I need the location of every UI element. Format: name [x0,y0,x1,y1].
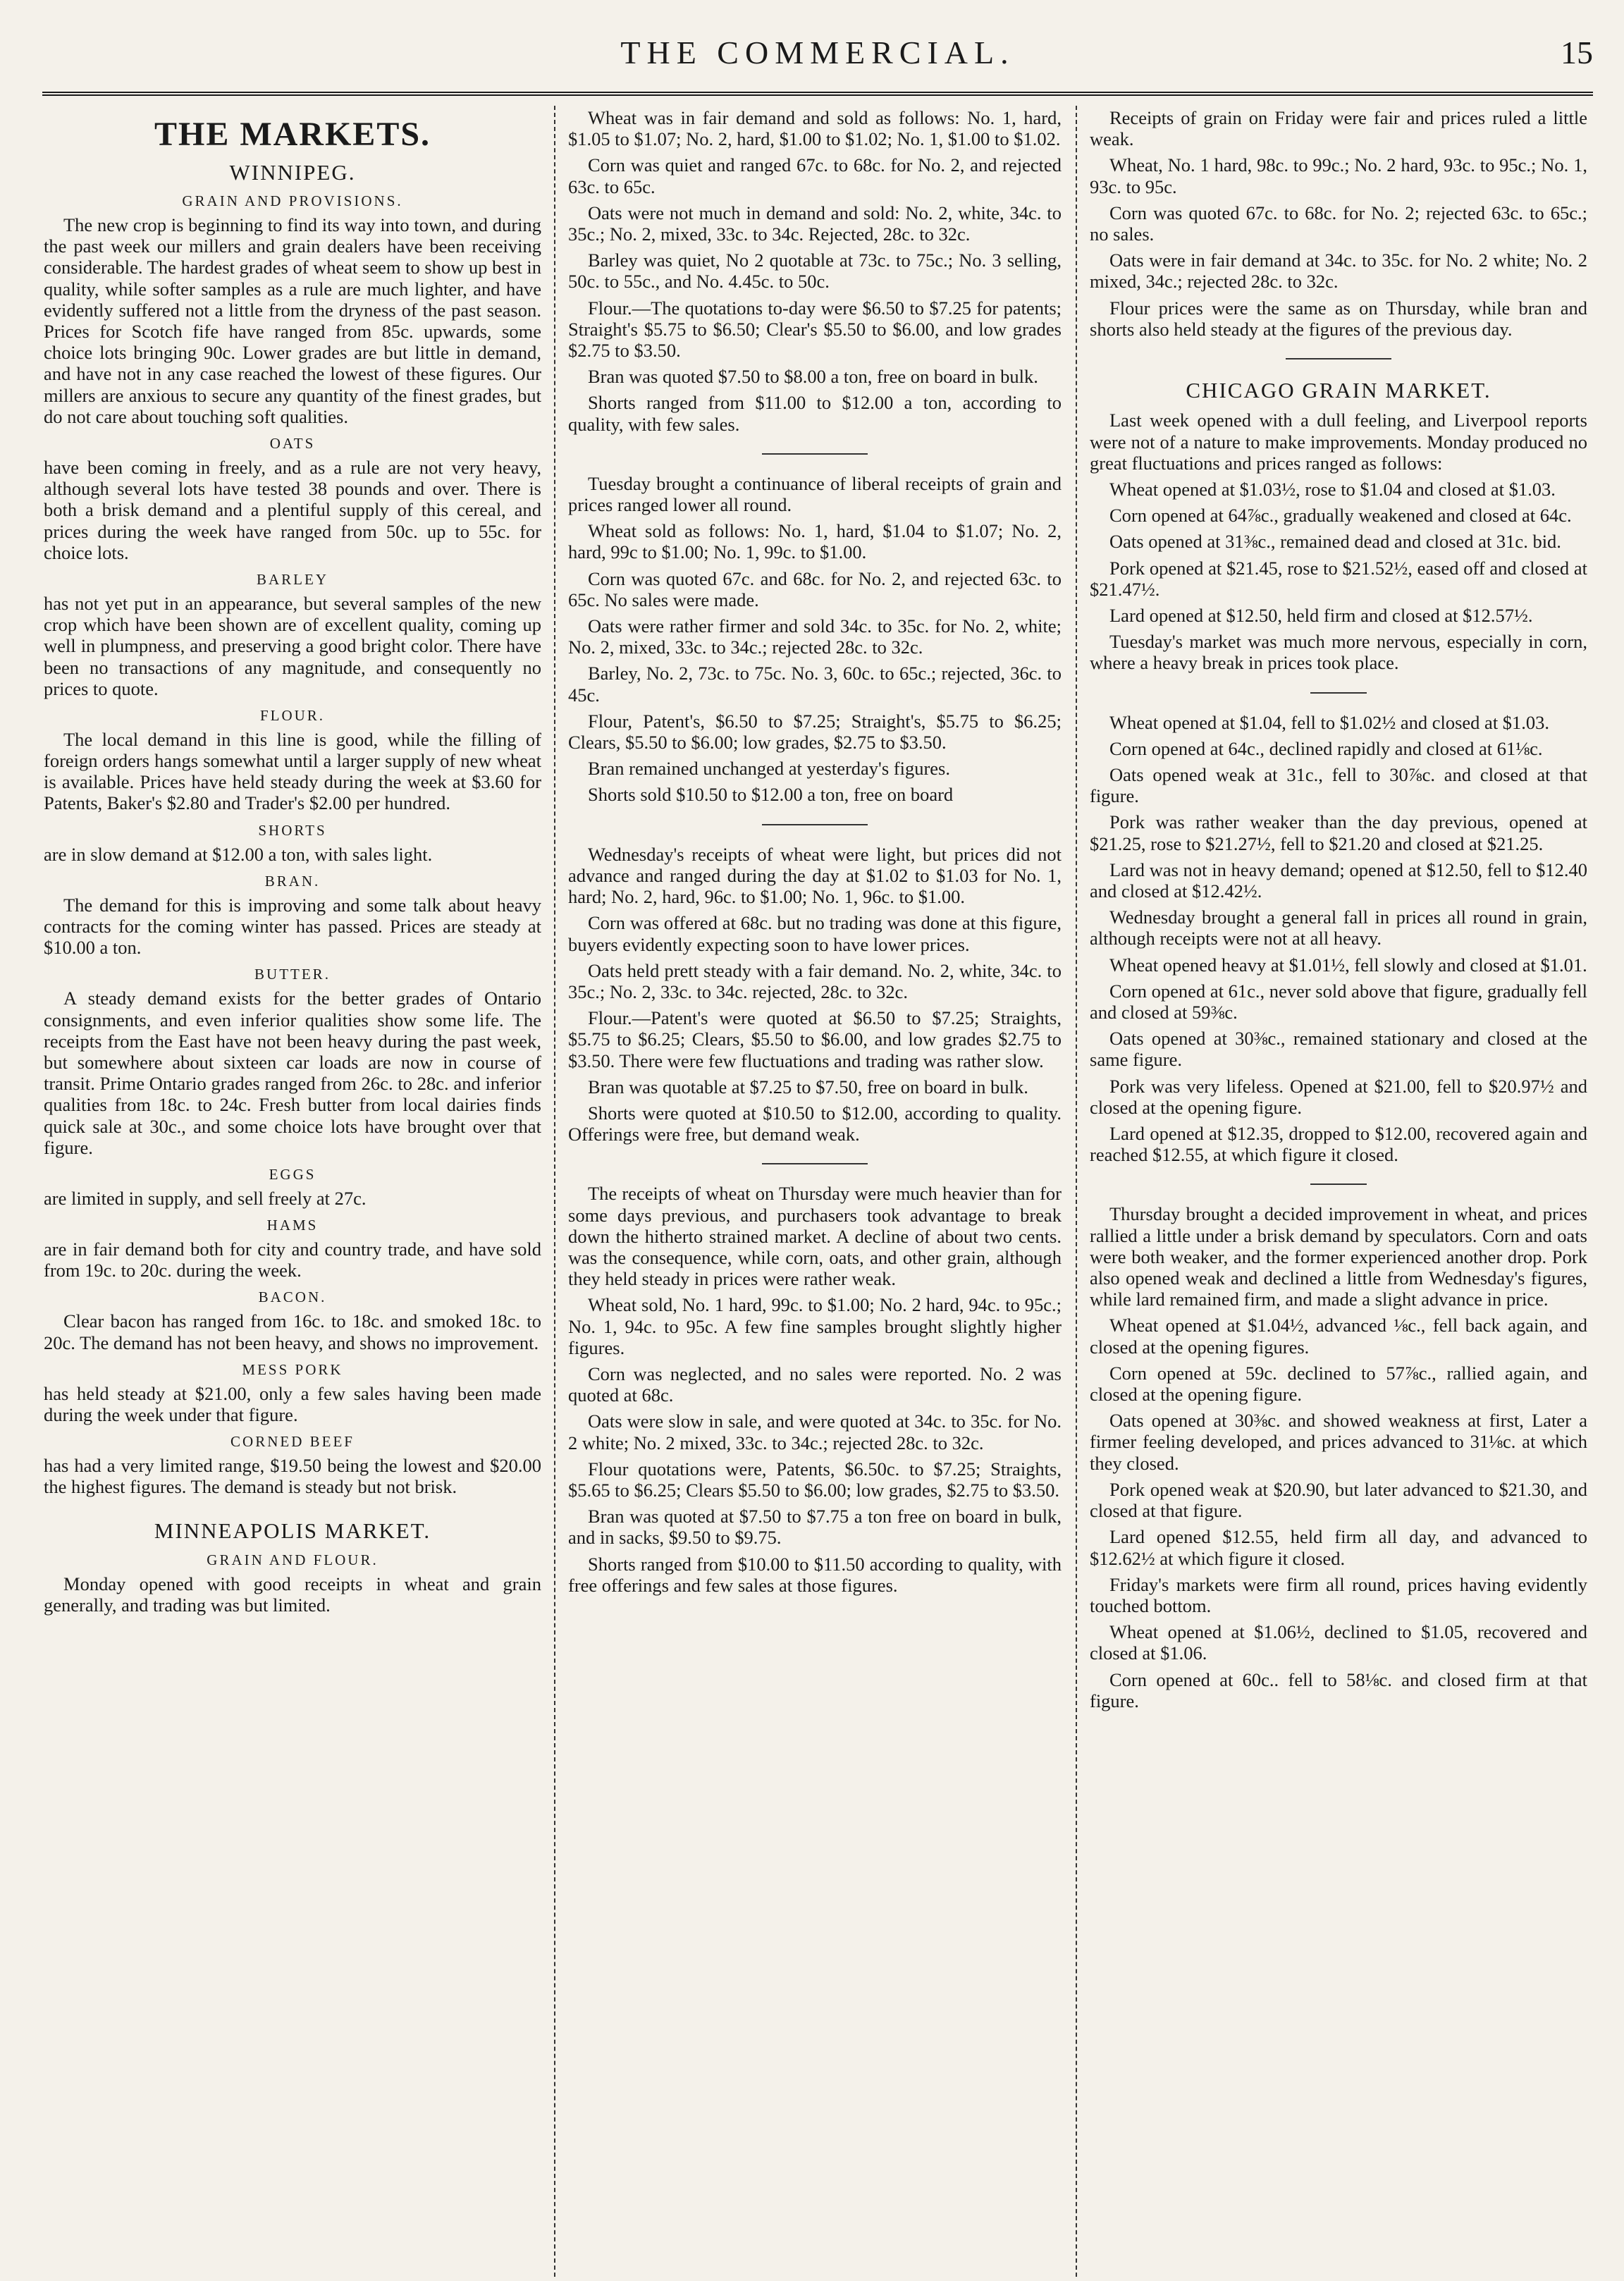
separator-rule [1310,692,1367,694]
paragraph: has had a very limited range, $19.50 being the lowest and $20.00 the highest figures. The demand is steady but not brisk. [44,1455,541,1498]
paragraph: Wheat opened heavy at $1.01½, fell slowly and closed at $1.01. [1109,954,1587,976]
masthead [42,28,1593,96]
paragraph: Receipts of grain on Friday were fair and prices ruled a little weak. [1090,107,1587,150]
paragraph: Clear bacon has ranged from 16c. to 18c. and smoked 18c. to 20c. The demand has not been heavy, and shows no improvement. [44,1310,541,1353]
subheading: BACON. [258,1289,327,1306]
paragraph: The new crop is beginning to find its way into town, and during the past week our millers and grain dealers have been receiving considerable. The hardest grades of wheat seem to show up best in quality, while softer samples as a rule are much lighter, and have evidently suffered not a little from the dryness of the past season. Prices for Scotch fife have ranged from 85c. upwards, some choice lots bringing 90c. Lower grades are but little in demand, and have not in any case reached the lowest of these figures. Our millers are anxious to secure any quantity of the finest grades, but do not care about touching soft qualities. [44,214,541,427]
paragraph: Wednesday's receipts of wheat were light, but prices did not advance and ranged during the day at $1.02 to $1.03 for No. 1, hard; No. 2, hard, 96c. to $1.00; No. 1, 96c. to $1.00. [568,843,1062,908]
subheading: CORNED BEEF [230,1433,355,1451]
subheading: FLOUR. [259,706,326,724]
separator-rule [1310,1183,1367,1185]
subheading: BARLEY [257,570,328,588]
paragraph: Last week opened with a dull feeling, and Liverpool reports were not of a nature to make improvements. Monday produced no great fluctuations and prices ranged as follows: [1090,410,1587,474]
paragraph: Wheat sold as follows: No. 1, hard, $1.04 to $1.07; No. 2, hard, 99c to $1.00; No. 1, 99c. to $1.00. [568,520,1062,563]
subheading: BUTTER. [254,966,331,983]
paragraph: Shorts were quoted at $10.50 to $12.00, according to quality. Offerings were free, but demand weak. [568,1102,1062,1145]
paragraph: Oats were in fair demand at 34c. to 35c. for No. 2 white; No. 2 mixed, 34c.; rejected 28c. to 32c. [1090,250,1587,293]
paragraph: Lard opened at $12.50, held firm and closed at $12.57½. [1109,604,1533,626]
paragraph: Wheat sold, No. 1 hard, 99c. to $1.00; No. 2 hard, 94c. to 95c.; No. 1, 94c. to 95c. A few fine samples brought slightly higher figures. [568,1294,1062,1358]
paragraph: Barley, No. 2, 73c. to 75c. No. 3, 60c. to 65c.; rejected, 36c. to 45c. [568,663,1062,706]
paragraph: Bran was quoted at $7.50 to $7.75 a ton free on board in bulk, and in sacks, $9.50 to $9.75. [568,1506,1062,1549]
paragraph: Oats were slow in sale, and were quoted at 34c. to 35c. for No. 2 white; No. 2 mixed, 33c. to 34c.; rejected 28c. to 32c. [568,1410,1062,1453]
market-heading: CHICAGO GRAIN MARKET. [1186,378,1491,403]
paragraph: Tuesday's market was much more nervous, especially in corn, where a heavy break in prices took place. [1090,631,1587,674]
paragraph: have been coming in freely, and as a rule are not very heavy, although several lots have tested 38 pounds and over. There is both a brisk demand and a plentiful supply of this cereal, and prices during the week have ranged from 50c. up to 55c. for choice lots. [44,456,541,563]
paragraph: Thursday brought a decided improvement in wheat, and prices rallied a little under a brisk demand by speculators. Corn and oats were both weaker, and the former experienced another drop. Pork also opened weak and declined a little from Wednesday's figures, while lard remained firm, and made a slight advance in price. [1090,1203,1587,1310]
paragraph: Wheat was in fair demand and sold as follows: No. 1, hard, $1.05 to $1.07; No. 2, hard, $1.00 to $1.02; No. 1, $1.00 to $1.02. [568,107,1062,150]
paragraph: Corn was quiet and ranged 67c. to 68c. for No. 2, and rejected 63c. to 65c. [568,154,1062,197]
subheading: GRAIN AND FLOUR. [207,1551,379,1568]
paragraph: are in slow demand at $12.00 a ton, with sales light. [44,843,433,865]
separator-rule [762,453,868,455]
paragraph: The local demand in this line is good, while the filling of foreign orders hangs somewhat until a larger supply of new wheat is available. Prices have held steady during the week at $3.60 for Patents, Baker's $2.80 and Trader's $2.00 per hundred. [44,728,541,814]
paragraph: Lard opened $12.55, held firm all day, and advanced to $12.62½ at which figure it closed. [1090,1526,1587,1569]
paragraph: Shorts ranged from $10.00 to $11.50 according to quality, with free offerings and few sales at those figures. [568,1553,1062,1596]
paragraph: Flour.—Patent's were quoted at $6.50 to $7.25; Straights, $5.75 to $6.25; Clears, $5.50 to $6.00, and low grades $2.75 to $3.50. There were few fluctuations and trading was rather slow. [568,1007,1062,1071]
paragraph: Corn was offered at 68c. but no trading was done at this figure, buyers evidently expecting soon to have lower prices. [568,912,1062,955]
paragraph: Flour, Patent's, $6.50 to $7.25; Straight's, $5.75 to $6.25; Clears, $5.50 to $6.00; low grades, $2.75 to $3.50. [568,710,1062,754]
paragraph: are in fair demand both for city and country trade, and have sold from 19c. to 20c. during the week. [44,1238,541,1281]
subheading: HAMS [266,1217,319,1234]
paragraph: The receipts of wheat on Thursday were much heavier than for some days previous, and purchasers took advantage to break down the hitherto strained market. A decline of about two cents. was the consequence, while corn, oats, and other grain, although they held steady in prices were rather weak. [568,1183,1062,1290]
subheading: BRAN. [264,872,321,890]
separator-rule [762,1163,868,1164]
paragraph: Corn opened at 60c.. fell to 58⅛c. and closed firm at that figure. [1090,1668,1587,1711]
subheading: OATS [269,435,316,453]
subheading: MESS PORK [242,1360,343,1378]
paragraph: Oats opened at 31⅜c., remained dead and closed at 31c. bid. [1109,531,1561,553]
paragraph: Corn opened at 64⅞c., gradually weakened and closed at 64c. [1109,505,1572,527]
paragraph: has held steady at $21.00, only a few sales having been made during the week under that figure. [44,1382,541,1425]
paragraph: Shorts ranged from $11.00 to $12.00 a ton, according to quality, with few sales. [568,392,1062,435]
paragraph: Corn opened at 61c., never sold above that figure, gradually fell and closed at 59⅜c. [1090,980,1587,1023]
subheading: GRAIN AND PROVISIONS. [182,192,403,210]
paragraph: Friday's markets were firm all round, prices having evidently touched bottom. [1090,1573,1587,1616]
paragraph: Flour quotations were, Patents, $6.50c. to $7.25; Straights, $5.65 to $6.25; Clears $5.50 to $6.00; low grades, $2.75 to $3.50. [568,1458,1062,1501]
paragraph: Oats opened at 30⅜c., remained stationary and closed at the same figure. [1090,1028,1587,1071]
paragraph: Oats opened at 30⅜c. and showed weakness at first, Later a firmer feeling developed, and prices advanced to 31⅛c. at which they closed. [1090,1410,1587,1474]
paragraph: Corn opened at 64c., declined rapidly and closed at 61⅛c. [1109,737,1543,759]
paragraph: Lard opened at $12.35, dropped to $12.00, recovered again and reached $12.55, at which figure it closed. [1090,1123,1587,1166]
paragraph: The demand for this is improving and some talk about heavy contracts for the coming winter has passed. Prices are steady at $10.00 a ton. [44,894,541,959]
paragraph: Monday opened with good receipts in wheat and grain generally, and trading was but limited. [44,1573,541,1616]
paragraph: Bran was quoted $7.50 to $8.00 a ton, free on board in bulk. [588,366,1038,388]
paragraph: Tuesday brought a continuance of liberal receipts of grain and prices ranged lower all round. [568,472,1062,516]
paragraph: Corn was quoted 67c. and 68c. for No. 2, and rejected 63c. to 65c. No sales were made. [568,567,1062,610]
paragraph: Oats held prett steady with a fair demand. No. 2, white, 34c. to 35c.; No. 2, 33c. to 34c. rejected, 28c. to 32c. [568,959,1062,1002]
column-divider [1076,106,1077,2277]
page-number: 15 [1561,35,1593,70]
paragraph: Wheat opened at $1.04½, advanced ⅛c., fell back again, and closed at the opening figures. [1090,1315,1587,1358]
paragraph: Flour.—The quotations to-day were $6.50 to $7.25 for patents; Straight's $5.75 to $6.50; Clear's $5.50 to $6.00, and low grades $2.75 to $3.50. [568,297,1062,362]
section-title: THE MARKETS. [154,116,431,153]
paragraph: Wheat opened at $1.04, fell to $1.02½ and closed at $1.03. [1109,711,1550,733]
paragraph: Lard was not in heavy demand; opened at $12.50, fell to $12.40 and closed at $12.42½. [1090,859,1587,902]
city-heading: WINNIPEG. [229,159,356,185]
paragraph: Oats were not much in demand and sold: No. 2, white, 34c. to 35c.; No. 2, mixed, 33c. to 34c. Rejected, 28c. to 32c. [568,202,1062,245]
separator-rule [1286,358,1391,359]
paragraph: Bran remained unchanged at yesterday's figures. [588,758,950,780]
paragraph: Shorts sold $10.50 to $12.00 a ton, free on board [588,784,954,806]
paragraph: Barley was quiet, No 2 quotable at 73c. to 75c.; No. 3 selling, 50c. to 55c., and No. 4.45c. to 50c. [568,250,1062,293]
column-1 [44,107,541,2264]
subheading: EGGS [269,1165,316,1183]
paragraph: are limited in supply, and sell freely at 27c. [44,1187,367,1209]
paragraph: Pork was rather weaker than the day previous, opened at $21.25, rose to $21.27½, fell to $21.20 and closed at $21.25. [1090,811,1587,854]
separator-rule [762,824,868,825]
paragraph: A steady demand exists for the better grades of Ontario consignments, and even inferior qualities show some life. The receipts from the East have not been heavy during the past week, but somewhere about sixteen car loads are now in course of transit. Prime Ontario grades ranged from 26c. to 28c. and inferior qualities from 18c. to 24c. Fresh butter from local dairies finds quick sale at 30c., and some choice lots have brought over that figure. [44,988,541,1158]
paragraph: Pork opened at $21.45, rose to $21.52½, eased off and closed at $21.47½. [1090,557,1587,600]
newspaper-title: THE COMMERCIAL. [620,35,1015,70]
paragraph: Oats opened weak at 31c., fell to 30⅞c. and closed at that figure. [1090,764,1587,807]
column-3 [1090,107,1587,2264]
paragraph: Wheat opened at $1.06½, declined to $1.05, recovered and closed at $1.06. [1090,1621,1587,1664]
column-2 [568,107,1062,2264]
paragraph: Wheat, No. 1 hard, 98c. to 99c.; No. 2 hard, 93c. to 95c.; No. 1, 93c. to 95c. [1090,154,1587,197]
city-heading: MINNEAPOLIS MARKET. [154,1518,431,1544]
paragraph: Pork opened weak at $20.90, but later advanced to $21.30, and closed at that figure. [1090,1478,1587,1522]
paragraph: Bran was quotable at $7.25 to $7.50, free on board in bulk. [588,1076,1028,1098]
paragraph: has not yet put in an appearance, but several samples of the new crop which have been shown are of excellent quality, coming up well in plumpness, and preserving a good bright color. There have been no transactions of any magnitude, and consequently no prices to quote. [44,592,541,699]
paragraph: Corn was neglected, and no sales were reported. No. 2 was quoted at 68c. [568,1363,1062,1406]
subheading: SHORTS [258,821,327,839]
paragraph: Oats were rather firmer and sold 34c. to 35c. for No. 2, white; No. 2, mixed, 33c. to 34c.; rejected 28c. to 32c. [568,615,1062,658]
paragraph: Corn opened at 59c. declined to 57⅞c., rallied again, and closed at the opening figure. [1090,1362,1587,1406]
paragraph: Pork was very lifeless. Opened at $21.00, fell to $20.97½ and closed at the opening figure. [1090,1075,1587,1118]
paragraph: Wednesday brought a general fall in prices all round in grain, although receipts were not at all heavy. [1090,906,1587,949]
paragraph: Wheat opened at $1.03½, rose to $1.04 and closed at $1.03. [1109,478,1556,500]
paragraph: Flour prices were the same as on Thursday, while bran and shorts also held steady at the figures of the previous day. [1090,297,1587,340]
column-divider [554,106,555,2277]
paragraph: Corn was quoted 67c. to 68c. for No. 2; rejected 63c. to 65c.; no sales. [1090,202,1587,245]
